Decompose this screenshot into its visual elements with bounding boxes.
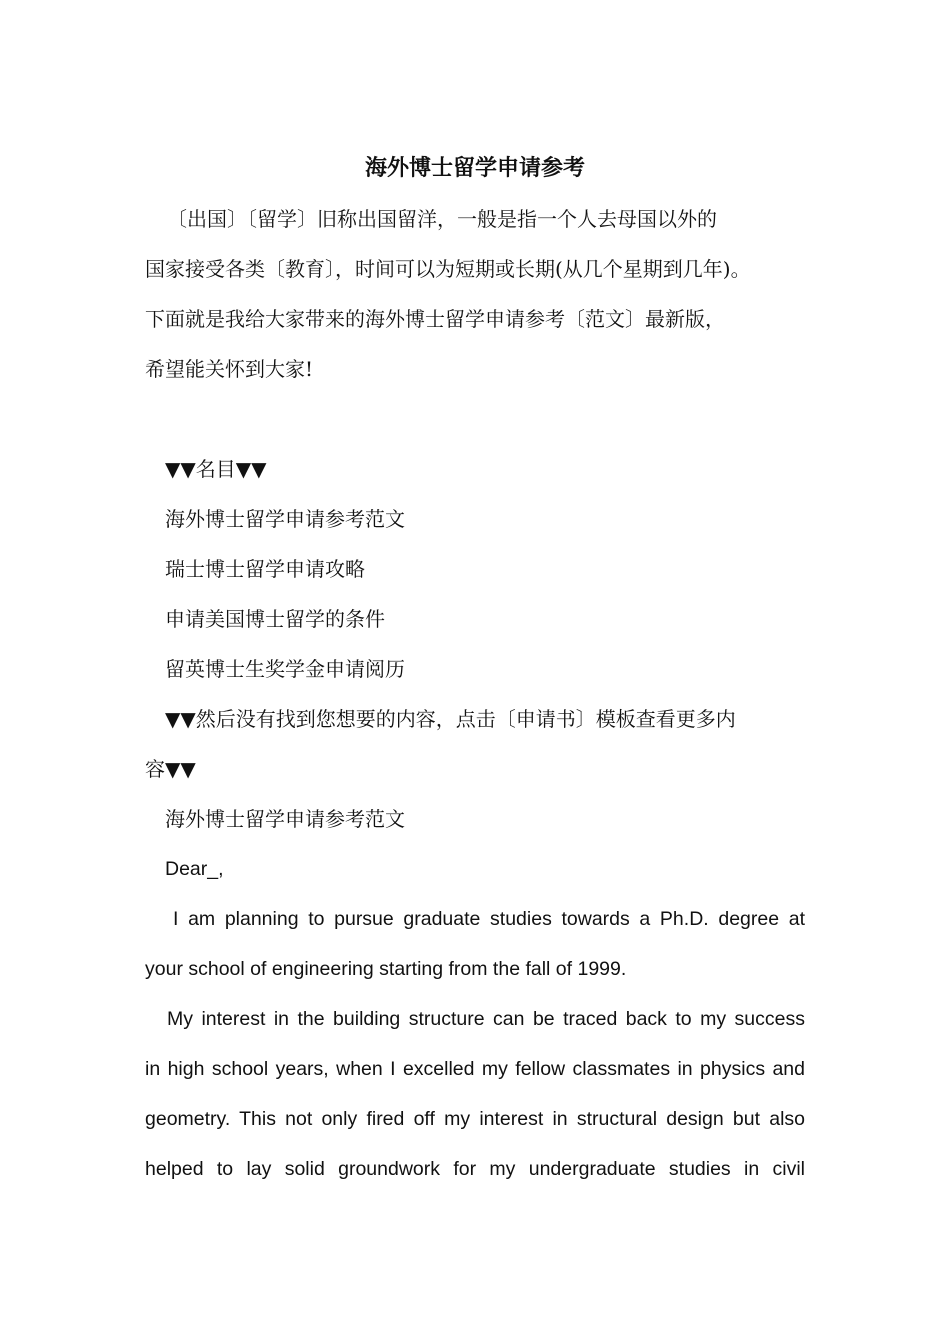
toc-heading: ▼▼名目▼▼ [165, 457, 267, 481]
toc-item-3: 申请美国博士留学的条件 [165, 607, 385, 631]
section-title: 海外博士留学申请参考范文 [165, 807, 405, 831]
intro-line-3: 下面就是我给大家带来的海外博士留学申请参考〔范文〕最新版， [145, 307, 725, 331]
toc-item-1: 海外博士留学申请参考范文 [165, 507, 405, 531]
more-content-line-2: 容▼▼ [145, 757, 196, 781]
salutation: Dear_, [165, 858, 224, 880]
document-body [145, 150, 805, 1194]
paragraph2-line-1: My interest in the building structure can be traced back to my success [167, 1008, 805, 1030]
intro-line-1: 〔出国〕〔留学〕旧称出国留洋，一般是指一个人去母国以外的 [167, 207, 717, 231]
intro-line-4: 希望能关怀到大家! [145, 357, 314, 381]
paragraph2-line-4: helped to lay solid groundwork for my undergraduate studies in civil [145, 1158, 805, 1180]
document-title: 海外博士留学申请参考 [364, 155, 585, 181]
paragraph2-line-2: in high school years, when I excelled my fellow classmates in physics and [145, 1058, 805, 1080]
toc-item-2: 瑞士博士留学申请攻略 [165, 557, 365, 581]
paragraph1-line-2: your school of engineering starting from the fall of 1999. [145, 958, 627, 980]
blank-line [145, 394, 805, 444]
paragraph2-line-3: geometry. This not only fired off my interest in structural design but also [145, 1108, 805, 1130]
paragraph1-line-1: I am planning to pursue graduate studies towards a Ph.D. degree at [173, 908, 805, 930]
intro-line-2: 国家接受各类〔教育〕，时间可以为短期或长期(从几个星期到几年)。 [145, 257, 751, 281]
toc-item-4: 留英博士生奖学金申请阅历 [165, 657, 405, 681]
more-content-line-1: ▼▼然后没有找到您想要的内容，点击〔申请书〕模板查看更多内 [165, 707, 736, 731]
